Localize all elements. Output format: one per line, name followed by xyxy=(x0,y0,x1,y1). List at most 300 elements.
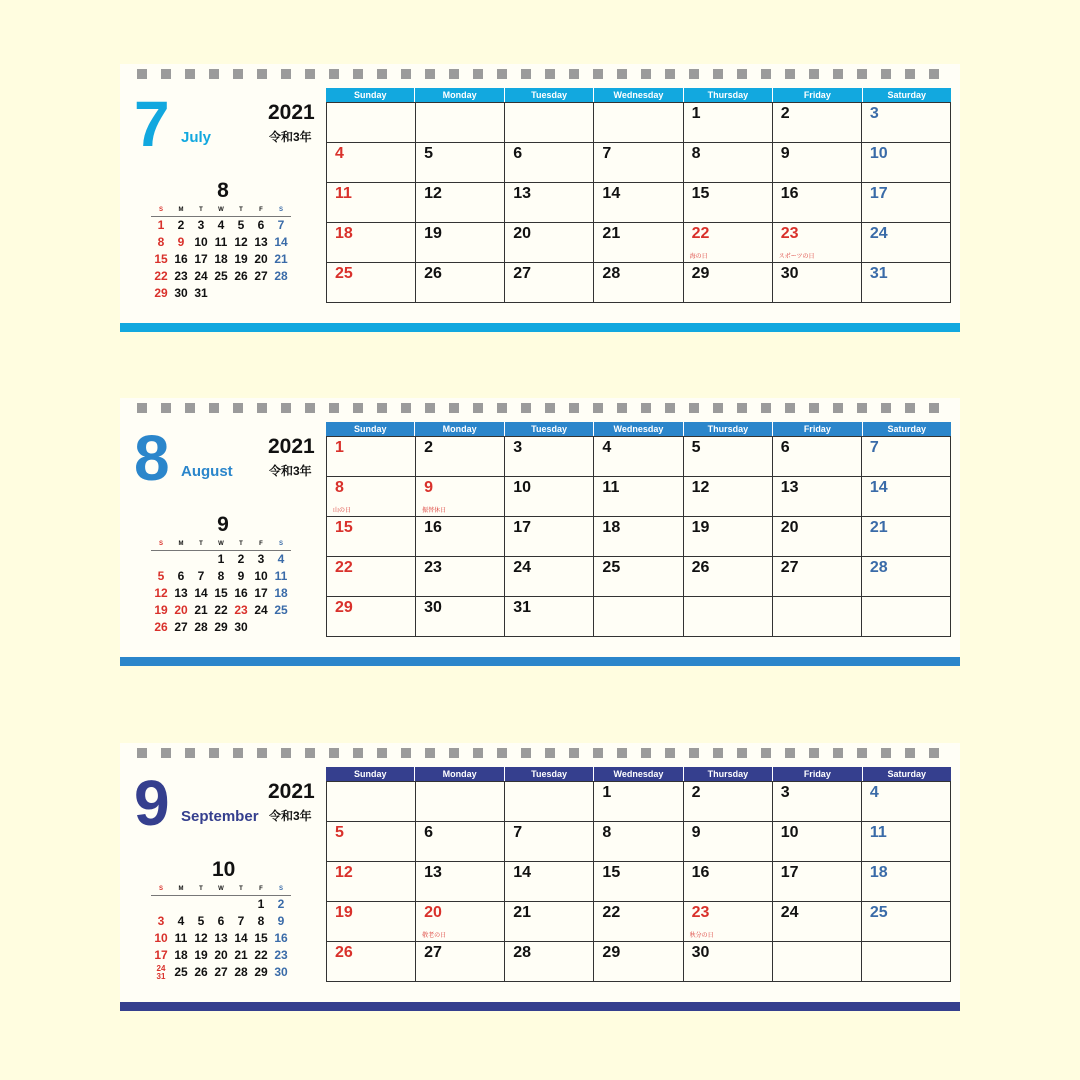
binding-hole xyxy=(569,403,579,413)
day-number: 3 xyxy=(869,105,879,122)
mini-weekday-label: M xyxy=(178,886,184,892)
day-number: 14 xyxy=(869,479,888,496)
week-row xyxy=(327,782,951,822)
day-cell xyxy=(327,942,416,982)
day-cell xyxy=(327,103,416,143)
binding-hole xyxy=(593,403,603,413)
binding-hole xyxy=(377,748,387,758)
binding-hole xyxy=(857,748,867,758)
binding-hole xyxy=(521,748,531,758)
day-cell xyxy=(773,103,862,143)
mini-day: 5 xyxy=(157,569,165,583)
binding-hole xyxy=(593,69,603,79)
mini-day: 27 xyxy=(254,269,268,283)
binding-hole xyxy=(593,748,603,758)
week-row xyxy=(327,902,951,942)
binding-hole xyxy=(785,748,795,758)
day-number: 19 xyxy=(335,904,353,921)
binding-hole xyxy=(737,69,747,79)
mini-week-row xyxy=(151,217,291,234)
mini-weekday-label: T xyxy=(239,886,243,892)
binding-hole xyxy=(353,69,363,79)
binding-hole xyxy=(185,403,195,413)
binding-hole xyxy=(545,748,555,758)
era-label: 令和3年 xyxy=(269,809,312,823)
month-name: August xyxy=(181,463,233,480)
mini-day: 19 xyxy=(234,252,248,266)
binding-hole xyxy=(689,69,699,79)
mini-day: 1 xyxy=(257,897,265,911)
day-number: 26 xyxy=(335,944,353,961)
accent-bar xyxy=(120,657,960,666)
mini-day: 13 xyxy=(254,235,268,249)
day-cell xyxy=(862,557,951,597)
binding-holes xyxy=(137,69,939,79)
day-cell xyxy=(505,557,594,597)
binding-hole xyxy=(449,403,459,413)
day-number: 14 xyxy=(602,185,621,202)
day-number: 21 xyxy=(602,225,621,242)
day-cell xyxy=(594,263,683,303)
mini-week-row xyxy=(151,913,291,930)
day-cell xyxy=(505,862,594,902)
binding-hole xyxy=(665,403,675,413)
binding-hole xyxy=(905,69,915,79)
next-month-number: 10 xyxy=(212,858,236,881)
weekday-label: Wednesday xyxy=(593,422,682,436)
weekday-header xyxy=(326,767,951,781)
day-cell xyxy=(594,437,683,477)
day-number: 2 xyxy=(691,784,701,801)
binding-hole xyxy=(641,748,651,758)
day-number: 28 xyxy=(869,559,888,576)
mini-day xyxy=(171,551,191,568)
binding-hole xyxy=(185,748,195,758)
day-cell xyxy=(594,143,683,183)
day-number: 15 xyxy=(335,519,353,536)
day-number: 17 xyxy=(869,185,888,202)
binding-hole xyxy=(665,748,675,758)
next-month-number: 8 xyxy=(217,179,229,202)
day-number: 7 xyxy=(869,439,879,456)
mini-day: 29 xyxy=(254,965,268,979)
mini-day: 26 xyxy=(194,965,208,979)
mini-day xyxy=(191,896,211,913)
day-cell xyxy=(773,517,862,557)
mini-day: 20 xyxy=(214,948,228,962)
week-row xyxy=(327,557,951,597)
mini-day: 20 xyxy=(254,252,268,266)
mini-weekday-label: S xyxy=(278,541,283,547)
mini-day: 16 xyxy=(234,586,248,600)
day-cell xyxy=(594,782,683,822)
day-number: 8 xyxy=(602,824,612,841)
mini-day: 12 xyxy=(194,931,208,945)
day-cell xyxy=(505,782,594,822)
mini-week-row xyxy=(151,619,291,636)
binding-hole xyxy=(569,748,579,758)
mini-weekday-label: M xyxy=(178,207,184,213)
mini-day: 28 xyxy=(274,269,288,283)
holiday-label: 山の日 xyxy=(333,508,352,514)
day-cell xyxy=(684,902,773,942)
binding-hole xyxy=(377,403,387,413)
day-number: 6 xyxy=(780,439,790,456)
next-month-mini-calendar xyxy=(151,885,291,981)
binding-hole xyxy=(449,69,459,79)
day-cell xyxy=(594,822,683,862)
binding-hole xyxy=(905,748,915,758)
mini-day: 6 xyxy=(257,218,265,232)
day-number: 15 xyxy=(691,185,710,202)
day-number: 19 xyxy=(691,519,710,536)
day-cell xyxy=(684,862,773,902)
day-number: 29 xyxy=(602,944,621,961)
day-number: 12 xyxy=(335,864,353,881)
day-cell xyxy=(773,183,862,223)
day-number: 30 xyxy=(691,944,710,961)
weekday-label: Friday xyxy=(772,767,861,781)
day-number: 10 xyxy=(869,145,888,162)
holiday-label: 敬老の日 xyxy=(422,933,447,939)
weekday-label: Thursday xyxy=(683,422,772,436)
day-number: 21 xyxy=(869,519,888,536)
day-cell xyxy=(416,223,505,263)
mini-weekday-label: T xyxy=(199,207,203,213)
day-number: 1 xyxy=(691,105,701,122)
day-cell xyxy=(862,942,951,982)
binding-hole xyxy=(761,403,771,413)
day-number: 9 xyxy=(424,479,434,496)
mini-day: 24 xyxy=(254,603,268,617)
day-cell xyxy=(594,517,683,557)
mini-day: 8 xyxy=(157,235,165,249)
day-number: 4 xyxy=(602,439,612,456)
day-cell xyxy=(416,103,505,143)
day-cell xyxy=(327,263,416,303)
weekday-label: Saturday xyxy=(862,422,951,436)
weekday-label: Friday xyxy=(772,422,861,436)
binding-hole xyxy=(713,403,723,413)
day-number: 11 xyxy=(602,479,620,496)
mini-week-row xyxy=(151,585,291,602)
mini-day: 10 xyxy=(194,235,208,249)
day-cell xyxy=(327,223,416,263)
mini-weekday-label: S xyxy=(278,886,283,892)
mini-week-row xyxy=(151,947,291,964)
day-cell xyxy=(505,517,594,557)
day-number: 24 xyxy=(513,559,532,576)
day-number: 18 xyxy=(602,519,621,536)
mini-day xyxy=(271,285,291,302)
day-number: 12 xyxy=(691,479,710,496)
week-row xyxy=(327,143,951,183)
mini-day: 9 xyxy=(237,569,245,583)
day-cell xyxy=(862,183,951,223)
binding-hole xyxy=(353,748,363,758)
day-cell xyxy=(684,822,773,862)
day-cell xyxy=(327,437,416,477)
mini-week-row xyxy=(151,964,291,981)
day-cell xyxy=(505,103,594,143)
day-cell xyxy=(416,782,505,822)
binding-hole xyxy=(329,69,339,79)
binding-hole xyxy=(305,748,315,758)
day-number: 26 xyxy=(691,559,710,576)
mini-weekday-label: M xyxy=(178,541,184,547)
week-row xyxy=(327,103,951,143)
mini-day: 22 xyxy=(254,948,268,962)
mini-day xyxy=(231,285,251,302)
mini-day: 12 xyxy=(154,586,168,600)
day-cell xyxy=(684,263,773,303)
day-number: 16 xyxy=(780,185,799,202)
weekday-label: Friday xyxy=(772,88,861,102)
week-row xyxy=(327,437,951,477)
mini-weekday-label: F xyxy=(259,207,263,213)
binding-hole xyxy=(281,748,291,758)
day-cell xyxy=(505,597,594,637)
mini-day: 13 xyxy=(214,931,228,945)
day-number: 12 xyxy=(424,185,442,202)
day-number: 13 xyxy=(780,479,799,496)
weekday-label: Sunday xyxy=(353,769,387,779)
day-cell xyxy=(862,902,951,942)
day-number: 4 xyxy=(869,784,879,801)
day-cell xyxy=(416,143,505,183)
day-cell xyxy=(594,862,683,902)
binding-hole xyxy=(497,748,507,758)
day-cell xyxy=(862,477,951,517)
day-cell xyxy=(327,557,416,597)
mini-day: 4 xyxy=(177,914,185,928)
day-cell xyxy=(862,597,951,637)
day-number: 27 xyxy=(513,265,532,282)
mini-day: 19 xyxy=(154,603,168,617)
mini-day: 20 xyxy=(174,603,188,617)
day-number: 7 xyxy=(513,824,523,841)
binding-hole xyxy=(401,69,411,79)
day-cell xyxy=(327,517,416,557)
mini-day: 14 xyxy=(274,235,288,249)
day-cell xyxy=(684,517,773,557)
mini-weekday-label: T xyxy=(239,541,243,547)
binding-hole xyxy=(905,403,915,413)
day-number: 22 xyxy=(691,225,710,242)
binding-hole xyxy=(809,69,819,79)
day-number: 18 xyxy=(869,864,888,881)
mini-day: 31 xyxy=(194,286,208,300)
day-number: 25 xyxy=(602,559,621,576)
day-number: 19 xyxy=(424,225,442,242)
day-cell xyxy=(773,143,862,183)
grid-body xyxy=(326,102,951,303)
mini-day: 11 xyxy=(214,235,228,249)
mini-day: 23 xyxy=(234,603,248,617)
day-cell xyxy=(594,942,683,982)
mini-day: 9 xyxy=(277,914,285,928)
day-number: 28 xyxy=(602,265,621,282)
day-cell xyxy=(416,557,505,597)
mini-day: 11 xyxy=(174,931,188,945)
day-number: 31 xyxy=(869,265,888,282)
day-cell xyxy=(773,782,862,822)
binding-hole xyxy=(281,69,291,79)
mini-day: 23 xyxy=(174,269,188,283)
binding-hole xyxy=(497,69,507,79)
binding-hole xyxy=(833,403,843,413)
mini-day xyxy=(271,619,291,636)
day-cell xyxy=(594,557,683,597)
binding-hole xyxy=(449,748,459,758)
mini-day: 21 xyxy=(234,948,248,962)
mini-day: 7 xyxy=(277,218,285,232)
binding-hole xyxy=(569,69,579,79)
binding-hole xyxy=(161,69,171,79)
day-cell xyxy=(505,822,594,862)
week-row xyxy=(327,223,951,263)
mini-day: 14 xyxy=(234,931,248,945)
mini-day: 26 xyxy=(234,269,248,283)
mini-day: 6 xyxy=(177,569,185,583)
weekday-label: Monday xyxy=(414,422,503,436)
day-number: 13 xyxy=(513,185,532,202)
day-number: 13 xyxy=(424,864,442,881)
day-cell xyxy=(684,597,773,637)
binding-hole xyxy=(425,69,435,79)
day-cell xyxy=(505,902,594,942)
weekday-label: Saturday xyxy=(862,767,951,781)
mini-day: 2 xyxy=(237,552,245,566)
mini-day: 1 xyxy=(157,218,165,232)
mini-day: 9 xyxy=(177,235,185,249)
day-number: 6 xyxy=(424,824,434,841)
binding-hole xyxy=(521,403,531,413)
day-cell xyxy=(773,597,862,637)
week-row xyxy=(327,942,951,982)
binding-hole xyxy=(401,403,411,413)
weekday-label: Wednesday xyxy=(593,88,682,102)
week-row xyxy=(327,597,951,637)
day-cell xyxy=(862,223,951,263)
binding-hole xyxy=(233,748,243,758)
binding-hole xyxy=(209,748,219,758)
mini-day: 23 xyxy=(274,948,288,962)
binding-hole xyxy=(665,69,675,79)
binding-hole xyxy=(545,403,555,413)
weekday-label: Thursday xyxy=(683,767,772,781)
mini-day: 24 xyxy=(194,269,208,283)
day-cell xyxy=(773,437,862,477)
day-cell xyxy=(773,557,862,597)
mini-day: 16 xyxy=(174,252,188,266)
mini-day: 18 xyxy=(274,586,288,600)
holiday-label: 秋分の日 xyxy=(689,933,714,939)
mini-day: 18 xyxy=(214,252,228,266)
day-cell xyxy=(684,477,773,517)
day-number: 24 xyxy=(780,904,799,921)
binding-hole xyxy=(785,403,795,413)
day-number: 9 xyxy=(691,824,701,841)
mini-weekday-label: S xyxy=(158,541,163,547)
binding-hole xyxy=(833,748,843,758)
day-cell xyxy=(505,437,594,477)
mini-weekday-header xyxy=(151,206,291,217)
mini-week-row xyxy=(151,896,291,913)
year-label: 2021 xyxy=(268,101,315,124)
binding-hole xyxy=(641,403,651,413)
binding-hole xyxy=(209,403,219,413)
binding-hole xyxy=(257,69,267,79)
mini-day: 1 xyxy=(217,552,225,566)
day-number: 16 xyxy=(424,519,442,536)
holiday-label: 振替休日 xyxy=(422,508,447,514)
day-cell xyxy=(862,822,951,862)
next-month-mini-calendar xyxy=(151,206,291,302)
day-number: 4 xyxy=(335,145,344,162)
binding-hole xyxy=(617,403,627,413)
day-number: 2 xyxy=(424,439,434,456)
day-cell xyxy=(327,782,416,822)
month-grid xyxy=(326,767,951,982)
weekday-label: Tuesday xyxy=(504,422,593,436)
week-row xyxy=(327,183,951,223)
mini-day: 6 xyxy=(217,914,225,928)
week-row xyxy=(327,862,951,902)
mini-day: 16 xyxy=(274,931,288,945)
mini-day: 18 xyxy=(174,948,188,962)
day-number: 8 xyxy=(691,145,701,162)
day-number: 21 xyxy=(513,904,532,921)
weekday-label: Thursday xyxy=(683,88,772,102)
mini-day: 25 xyxy=(174,965,188,979)
binding-hole xyxy=(881,69,891,79)
mini-weekday-label: F xyxy=(259,886,263,892)
day-cell xyxy=(594,902,683,942)
mini-day: 22 xyxy=(214,603,228,617)
weekday-label: Tuesday xyxy=(504,88,593,102)
day-cell xyxy=(505,143,594,183)
mini-day: 2 xyxy=(277,897,285,911)
mini-weekday-label: W xyxy=(218,207,224,213)
mini-day: 5 xyxy=(197,914,205,928)
binding-hole xyxy=(185,69,195,79)
mini-day: 11 xyxy=(274,569,288,583)
mini-day: 8 xyxy=(217,569,225,583)
mini-weekday-header xyxy=(151,540,291,551)
year-label: 2021 xyxy=(268,435,315,458)
day-cell xyxy=(327,822,416,862)
binding-hole xyxy=(425,748,435,758)
binding-hole xyxy=(353,403,363,413)
day-cell xyxy=(862,143,951,183)
binding-hole xyxy=(521,69,531,79)
binding-hole xyxy=(857,403,867,413)
binding-hole xyxy=(857,69,867,79)
mini-day: 30 xyxy=(234,620,248,634)
day-number: 16 xyxy=(691,864,710,881)
binding-hole xyxy=(377,69,387,79)
era-label: 令和3年 xyxy=(269,464,312,478)
day-cell xyxy=(684,143,773,183)
mini-week-row xyxy=(151,285,291,302)
day-cell xyxy=(416,477,505,517)
binding-holes xyxy=(137,403,939,413)
day-cell xyxy=(505,183,594,223)
next-month-mini-calendar xyxy=(151,540,291,636)
mini-day xyxy=(151,896,171,913)
day-number: 5 xyxy=(424,145,434,162)
